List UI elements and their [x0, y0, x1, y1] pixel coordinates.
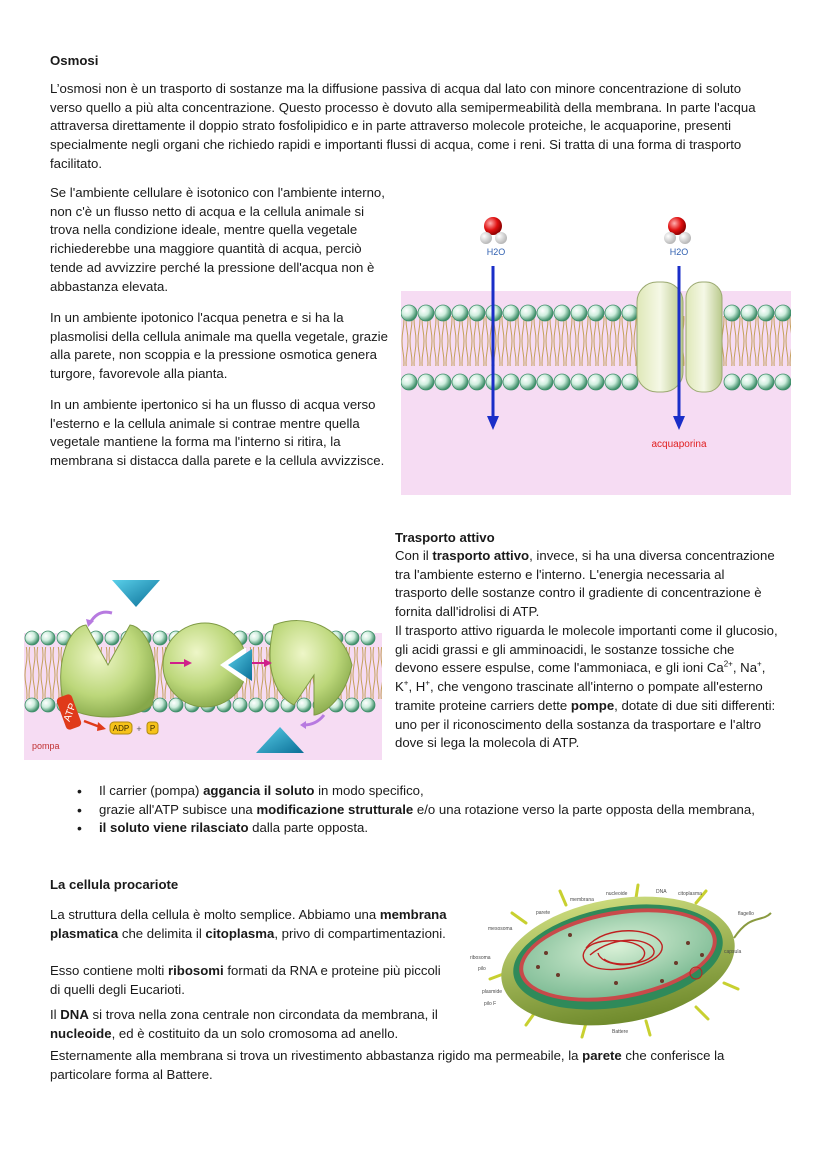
pump-label: pompa: [32, 741, 60, 751]
bacterium-label-dna: DNA: [656, 889, 667, 895]
bacterium-label-parete: parete: [536, 910, 551, 916]
bacterium-label-pilo: pilo: [478, 966, 486, 972]
pump-figure: [24, 565, 382, 760]
phosphate-label: P: [149, 724, 156, 733]
steps-list: [72, 782, 772, 838]
bacterium-figure: [466, 883, 784, 1043]
osmosi-title: Osmosi: [50, 53, 99, 68]
atp-label: ATP: [62, 701, 79, 724]
osmosi-isotonic: Se l'ambiente cellulare è isotonico con l'ambiente interno, non c'è un flusso netto di acqua e la cellula animale si trova nella condizione ideale, mentre quella vegetale richiederebbe una maggiore quantità di acqua, perciò tende ad avvizzire perché la pressione dell'acqua non è abbastanza elevata.: [50, 185, 385, 294]
list-item: • Il carrier (pompa) aggancia il soluto in modo specifico,: [72, 782, 772, 801]
osmosi-hypotonic: In un ambiente ipotonico l'acqua penetra e si ha la plasmolisi della cellula animale ma quella vegetale, grazie alla parete, non scoppia e la pressione osmotica genera turgore, favorevole alla pianta.: [50, 310, 388, 382]
osmosi-intro: L’osmosi non è un trasporto di sostanze ma la diffusione passiva di acqua dal lato con minore concentrazione di soluto verso quello a più alta concentrazione. Questo processo è dovuto alla semipermeabilità della membrana. In parte l'acqua attraversa direttamente il doppio strato fosfolipidico e in parte attraverso molecole proteiche, le acquaporine, presenti specialmente negli organi che richiedo rapidi e importanti flussi di acqua, come i reni. Si tratta di una forma di trasporto facilitato.: [50, 81, 756, 171]
adp-label: ADP: [112, 724, 130, 733]
procariote-paragraph-3: Il DNA si trova nella zona centrale non circondata da membrana, il nucleoide, ed è costituito da un solo cromosoma ad anello.: [50, 1007, 438, 1041]
procariote-paragraph-1: La struttura della cellula è molto semplice. Abbiamo una membrana plasmatica che delimita il citoplasma, privo di compartimentazioni.: [50, 907, 447, 941]
aquaporin-label: acquaporina: [651, 439, 707, 450]
h2o-left-label: H2O: [486, 247, 506, 257]
bacterium-label-capsula: capsula: [724, 949, 742, 955]
procariote-title: La cellula procariote: [50, 877, 179, 892]
attivo-paragraph-2: Il trasporto attivo riguarda le molecole importanti come il glucosio, gli acidi grassi e gli amminoacidi, le sostanze tossiche che devono essere espulse, come l'ammoniaca, e gli ioni $Ca^{2+}$, Na+, K+, H+, che vengono trascinate all'interno o pompate all'esterno tramite proteine carriers dette pompe, dotate di due siti differenti: uno per il riconoscimento della sostanza da trasportare e l'altro dove si lega la molecola di ATP.: [395, 623, 778, 751]
bacterium-label-membrana: membrana: [570, 897, 594, 903]
attivo-paragraph-1: Con il trasporto attivo, invece, si ha una diversa concentrazione tra l'ambiente esterno e l'interno. L'energia necessaria al trasporto delle sostanze contro il gradiente di concentrazione è fornita dall'idrolisi di ATP.: [395, 548, 775, 620]
bacterium-label-flagello: flagello: [738, 911, 754, 917]
list-item: • grazie all'ATP subisce una modificazione strutturale e/o una rotazione verso la parte opposta della membrana,: [72, 801, 772, 820]
h2o-right-label: H2O: [669, 247, 689, 257]
bacterium-label-nucleoide: nucleoide: [606, 891, 628, 897]
procariote-paragraph-4: Esternamente alla membrana si trova un rivestimento abbastanza rigido ma permeabile, la parete che conferisce la particolare forma al Battere.: [50, 1048, 725, 1082]
bacterium-label-mesosoma: mesosoma: [488, 926, 513, 932]
bacterium-label-plasmide: plasmide: [482, 989, 503, 995]
aquaporin-figure: [401, 176, 791, 495]
attivo-title: Trasporto attivo: [395, 530, 495, 545]
plus-sign: +: [136, 724, 142, 734]
bacterium-label-pilo-f: pilo F: [484, 1001, 497, 1007]
bacterium-label-battere: Battere: [612, 1029, 629, 1035]
bacterium-label-citoplasma: citoplasma: [678, 891, 702, 897]
procariote-paragraph-2: Esso contiene molti ribosomi formati da RNA e proteine più piccoli di quelli degli Eucarioti.: [50, 963, 441, 997]
list-item: • il soluto viene rilasciato dalla parte opposta.: [72, 819, 772, 838]
bacterium-label-ribosoma: ribosoma: [470, 955, 491, 961]
osmosi-hypertonic: In un ambiente ipertonico si ha un flusso di acqua verso l'esterno e la cellula animale si contrae mentre quella vegetale mantiene la forma ma l'interno si ritira, la membrana si distacca dalla parete e la cellula avvizzisce.: [50, 397, 385, 469]
